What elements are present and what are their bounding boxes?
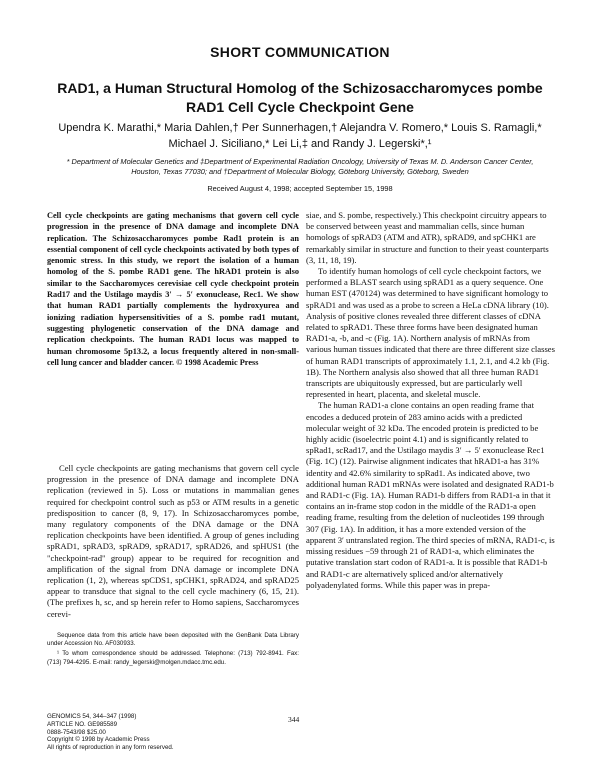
page-number: 344 (288, 715, 300, 724)
journal-line: All rights of reproduction in any form reserved. (47, 744, 174, 752)
affiliations: * Department of Molecular Genetics and ‡Department of Experimental Radiation Oncology, University of Texas M. D. Anderson Cancer Center, Houston, Texas 77030; and †Department of Molecular Biology, Göteborg University, Göteborg, Sweden (66, 157, 534, 176)
body-paragraph: The human RAD1-a clone contains an open reading frame that encodes a deduced protein of 283 amino acids with a predicted molecular weight of 32 kDa. The encoded protein is predicted to be highly acidic (isoelectric point 4.1) and is significantly related to spRad1, scRad17, and the Ustilago maydis 3′ → 5′ exonuclease Rec1 (Fig. 1C) (12). Pairwise alignment indicates that hRAD1-a has 31% identity and 42.6% similarity to spRad1. As indicated above, two additional human RAD1 mRNAs were isolated and designated RAD1-b and RAD1-c (Fig. 1A). Human RAD1-b differs from RAD1-a in that it contains an in-frame stop codon in the middle of the RAD1-a open reading frame, resulting from the deletion of nucleotides 199 through 307 (Fig. 1A). In addition, it has a more extended version of the apparent 3′ untranslated region. The third species of mRNA, RAD1-c, is missing residues −59 through 21 of RAD1-a, which eliminates the putative translation start codon of RAD1-a. It is possible that RAD1-b and RAD1-c are alternatively spliced and/or alternatively polyadenylated forms. While this paper was in prepa- (306, 400, 555, 590)
journal-line: GENOMICS 54, 344–347 (1998) (47, 713, 137, 720)
footnote-correspondence: ¹ To whom correspondence should be addressed. Telephone: (713) 792-8941. Fax: (713) 794-4295. E-mail: randy_legerski@molgen.mdacc.tmc.edu. (47, 650, 299, 666)
right-column (306, 210, 556, 591)
abstract (47, 210, 299, 368)
intro-paragraph: Cell cycle checkpoints are gating mechanisms that govern cell cycle progression in the presence of DNA damage and incomplete DNA replication (reviewed in 5). Loss or mutations in mammalian genes required for checkpoint control such as p53 or ATM results in a genetic predisposition to cancer (8, 9, 17). In Schizosaccharomyces pombe, many regulatory components of the DNA damage or the DNA replication checkpoints have been identified. A group of genes including spRAD1, spRAD3, spRAD9, spRAD17, spRAD26, and spHUS1 (the "checkpoint-rad" group) appear to be required for recognition and amplification of the signal from DNA damage or incomplete DNA replication (1, 2), whereas spCDS1, spCHK1, spRAD24, and spRAD25 appear to transduce that signal to the cell cycle machinery (6, 15, 21). (The prefixes h, sc, and sp herein refer to Homo sapiens, Saccharomyces cerevi- (47, 463, 299, 619)
footnotes (47, 632, 299, 669)
received-dates: Received August 4, 1998; accepted September 15, 1998 (207, 184, 393, 193)
body-paragraph: To identify human homologs of cell cycle checkpoint factors, we performed a BLAST search using spRAD1 as a query sequence. One human EST (470124) was determined to have significant homology to spRAD1 and was used as a probe to screen a HeLa cDNA library (10). Analysis of positive clones revealed three different classes of cDNA related to spRAD1. These three forms have been designated human RAD1-a, -b, and -c (Fig. 1A). Northern analysis of mRNAs from various human tissues indicated that there are three different size classes of human RAD1 transcripts of approximately 1.1, 2.1, and 4.2 kb (Fig. 1B). The Northern analysis also showed that all three human RAD1 transcripts are ubiquitously expressed, but are particularly well represented in heart, placenta, and skeletal muscle. (306, 266, 555, 400)
journal-info (47, 713, 299, 752)
journal-line: Copyright © 1998 by Academic Press (47, 736, 150, 744)
article-title: RAD1, a Human Structural Homolog of the Schizosaccharomyces pombe RAD1 Cell Cycle Checkpoint Gene (57, 80, 543, 115)
body-paragraph: siae, and S. pombe, respectively.) This checkpoint circuitry appears to be conserved between yeast and mammalian cells, since human homologs of spRAD3 (ATM and ATR), spRAD9, and spCHK1 are remarkably similar in structure and function to their yeast counterparts (3, 11, 18, 19). (306, 210, 549, 265)
abstract-text: Cell cycle checkpoints are gating mechanisms that govern cell cycle progression in the presence of DNA damage and incomplete DNA replication. The Schizosaccharomyces pombe Rad1 protein is an essential component of cell cycle checkpoints activated by both types of genomic stress. In this study, we report the isolation of a human homolog of the S. pombe RAD1 gene. The hRAD1 protein is also similar to the Saccharomyces cerevisiae cell cycle checkpoint protein Rad17 and the Ustilago maydis 3′ → 5′ exonuclease, Rec1. We show that human RAD1 partially complements the hydroxyurea and ionizing radiation hypersensitivities of a S. pombe rad1 mutant, suggesting phylogenetic conservation of the DNA damage and replication checkpoints. The human RAD1 locus was mapped to human chromosome 5p13.2, a locus frequently altered in non-small-cell lung cancer and bladder cancer. © 1998 Academic Press (47, 211, 299, 367)
journal-line: 0888-7543/98 $25.00 (47, 728, 106, 736)
journal-line: ARTICLE NO. GE985589 (47, 720, 118, 728)
footnote-sequence: Sequence data from this article have been deposited with the GenBank Data Library under Accession No. AF030933. (47, 632, 299, 648)
introduction (47, 463, 299, 620)
section-heading: SHORT COMMUNICATION (210, 44, 390, 60)
author-list: Upendra K. Marathi,* Maria Dahlen,† Per Sunnerhagen,† Alejandra V. Romero,* Louis S. Ramagli,* Michael J. Siciliano,* Lei Li,‡ and Randy J. Legerski*,¹ (58, 122, 542, 150)
